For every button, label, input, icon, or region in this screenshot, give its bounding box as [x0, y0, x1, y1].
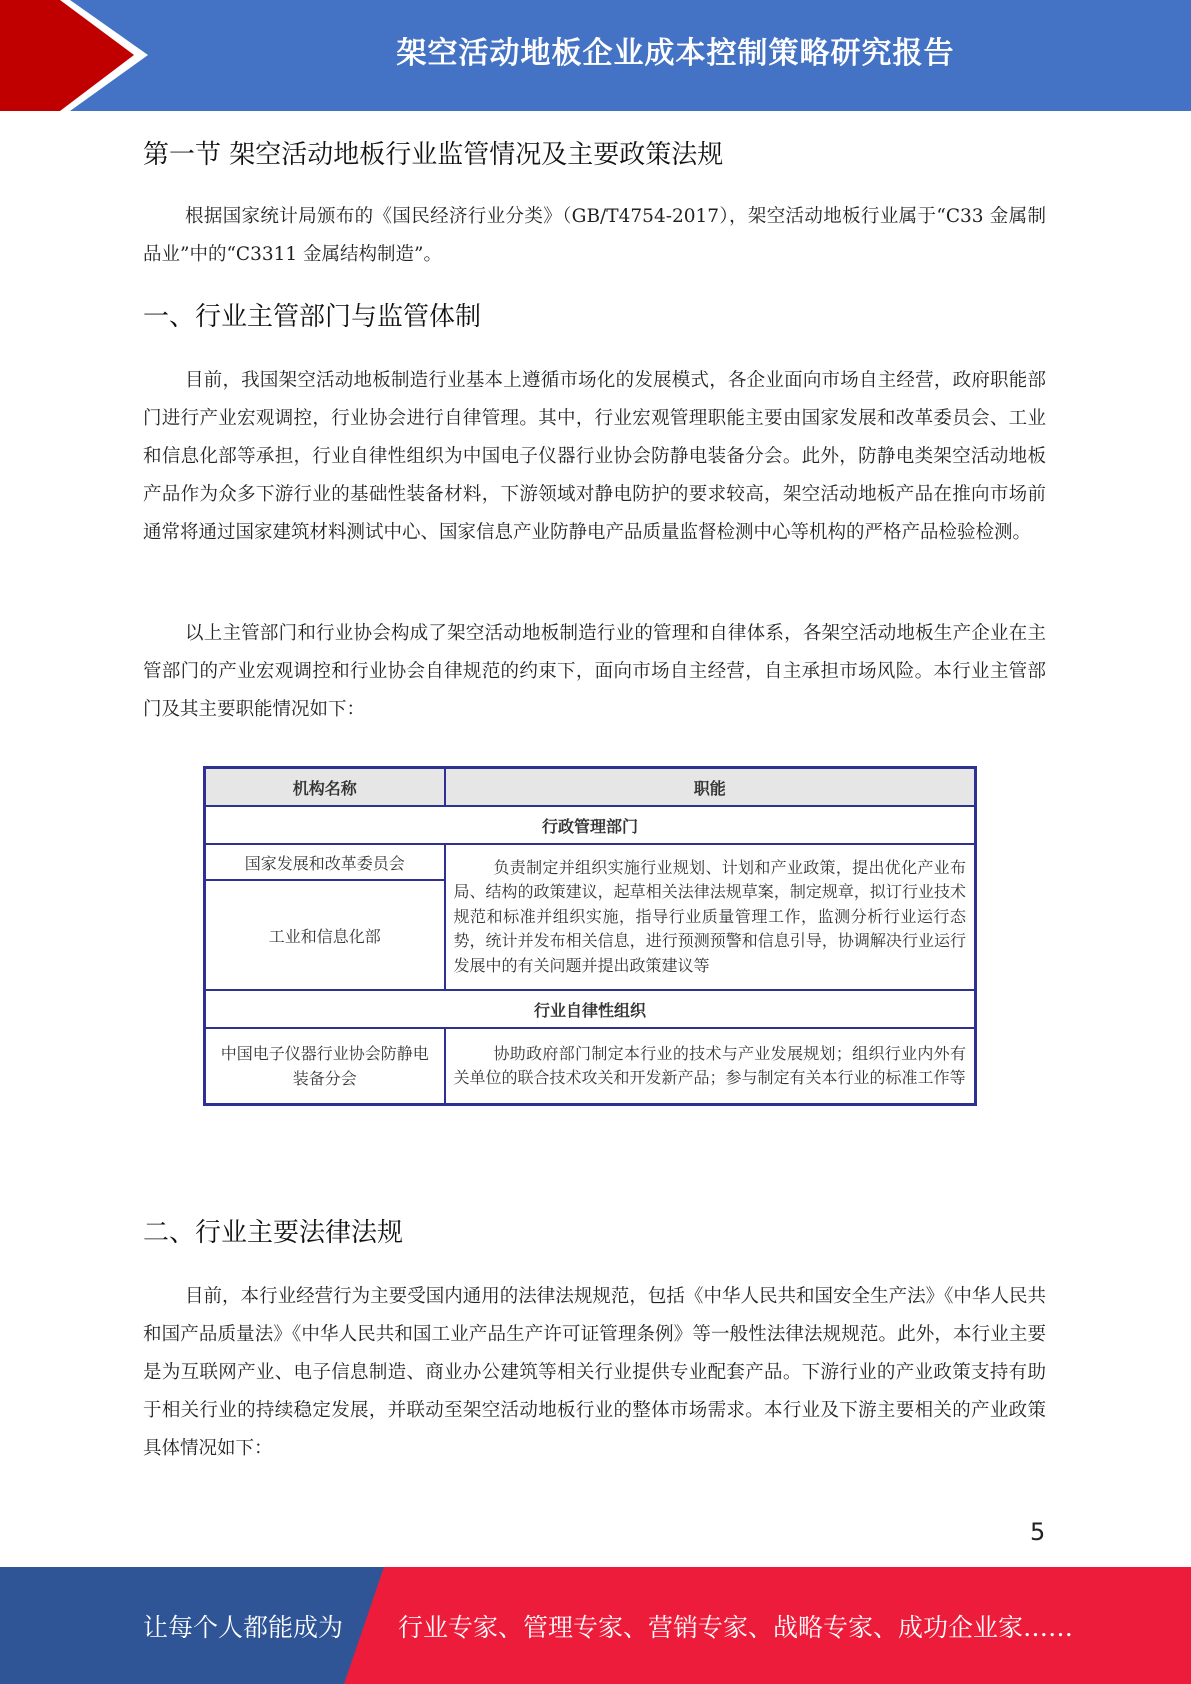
part1-heading: 一、行业主管部门与监管体制: [143, 302, 482, 332]
section-title: 第一节 架空活动地板行业监管情况及主要政策法规: [143, 140, 724, 170]
part2-heading: 二、行业主要法律法规: [143, 1218, 404, 1248]
group-admin-label: 行政管理部门: [205, 806, 976, 844]
table-row: [205, 1028, 976, 1105]
org-duty-association: 协助政府部门制定本行业的技术与产业发展规划；组织行业内外有关单位的联合技术攻关和开发新产品；参与制定有关本行业的标准工作等: [445, 1028, 976, 1105]
report-title: 架空活动地板企业成本控制策略研究报告: [396, 36, 955, 71]
part2-paragraph-1: 目前，本行业经营行为主要受国内通用的法律法规规范，包括《中华人民共和国安全生产法》《中华人民共和国产品质量法》《中华人民共和国工业产品生产许可证管理条例》等一般性法律法规规范。此外，本行业主要是为互联网产业、电子信息制造、商业办公建筑等相关行业提供专业配套产品。下游行业的产业政策支持有助于相关行业的持续稳定发展，并联动至架空活动地板行业的整体市场需求。本行业及下游主要相关的产业政策具体情况如下：: [143, 1286, 1046, 1459]
chevron-arrow-icon: [0, 0, 160, 111]
org-duty-ndrc-miit: 负责制定并组织实施行业规划、计划和产业政策，提出优化产业布局、结构的政策建议，起草相关法律法规草案，制定规章，拟订行业技术规范和标准并组织实施，指导行业质量管理工作，监测分析行业运行态势，统计并发布相关信息，进行预测预警和信息引导，协调解决行业运行发展中的有关问题并提出政策建议等: [445, 844, 976, 990]
table-group-row: [205, 806, 976, 844]
footer-slogan-right: 行业专家、管理专家、营销专家、战略专家、成功企业家……: [398, 1612, 1074, 1642]
footer-slogan-left: 让每个人都能成为: [143, 1612, 344, 1642]
table-header-row: [205, 768, 976, 807]
header-banner: [0, 0, 1191, 111]
org-name-miit: 工业和信息化部: [205, 880, 445, 990]
org-name-ndrc: 国家发展和改革委员会: [205, 844, 445, 880]
page-number: 5: [1030, 1518, 1046, 1546]
group-selfreg-label: 行业自律性组织: [205, 990, 976, 1028]
column-header-name: 机构名称: [205, 768, 445, 807]
part1-paragraph-1: 目前，我国架空活动地板制造行业基本上遵循市场化的发展模式，各企业面向市场自主经营，政府职能部门进行产业宏观调控，行业协会进行自律管理。其中，行业宏观管理职能主要由国家发展和改革委员会、工业和信息化部等承担，行业自律性组织为中国电子仪器行业协会防静电装备分会。此外，防静电类架空活动地板产品作为众多下游行业的基础性装备材料，下游领域对静电防护的要求较高，架空活动地板产品在推向市场前通常将通过国家建筑材料测试中心、国家信息产业防静电产品质量监督检测中心等机构的严格产品检验检测。: [143, 370, 1046, 543]
org-name-association: 中国电子仪器行业协会防静电装备分会: [205, 1028, 445, 1105]
table-group-row: [205, 990, 976, 1028]
authority-table: [203, 766, 977, 1106]
part1-paragraph-2: 以上主管部门和行业协会构成了架空活动地板制造行业的管理和自律体系，各架空活动地板生产企业在主管部门的产业宏观调控和行业协会自律规范的约束下，面向市场自主经营，自主承担市场风险。本行业主管部门及其主要职能情况如下：: [143, 623, 1046, 720]
column-header-duty: 职能: [445, 768, 976, 807]
intro-paragraph: 根据国家统计局颁布的《国民经济行业分类》（GB/T4754-2017），架空活动地板行业属于“C33 金属制品业”中的“C3311 金属结构制造”。: [143, 206, 1046, 265]
table-row: [205, 844, 976, 880]
footer-banner: [0, 1567, 1191, 1684]
